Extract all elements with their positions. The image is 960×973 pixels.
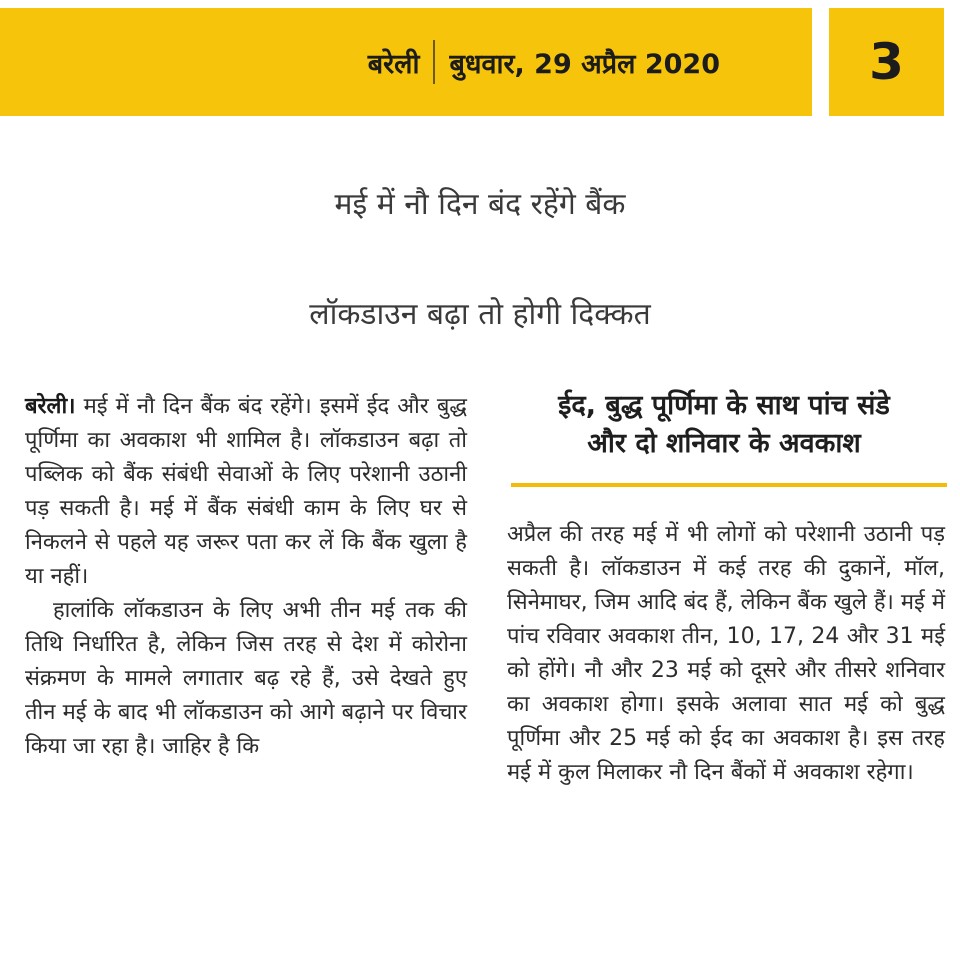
header-city: बरेली <box>367 48 420 80</box>
subheadline-line-2: और दो शनिवार के अवकाश <box>587 428 861 459</box>
page-number-box <box>829 8 944 116</box>
article-left-column <box>25 390 467 764</box>
subheadline <box>500 387 948 463</box>
article-dateline: बरेली। <box>25 394 76 419</box>
article-paragraph-1-text: मई में नौ दिन बैंक बंद रहेंगे। इसमें ईद और बुद्ध पूर्णिमा का अवकाश भी शामिल है। लॉकडाउन बढ़ा तो पब्लिक को बैंक संबंधी सेवाओं के लिए परेशानी उठानी पड़ सकती है। मई में बैंक संबंधी काम के लिए घर से निकलने से पहले यह जरूर पता कर लें कि बैंक खुला है या नहीं। <box>25 394 467 589</box>
header-dateline <box>0 8 720 116</box>
header-separator <box>433 40 435 84</box>
page-number: 3 <box>869 33 904 91</box>
header-date: बुधवार, 29 अप्रैल 2020 <box>449 48 720 80</box>
headline-line-1: मई में नौ दिन बंद रहेंगे बैंक <box>334 187 626 222</box>
article-paragraph-1 <box>25 390 467 594</box>
subheadline-underline <box>511 483 947 487</box>
headline-line-2: लॉकडाउन बढ़ा तो होगी दिक्कत <box>309 297 651 332</box>
article-paragraph-2: हालांकि लॉकडाउन के लिए अभी तीन मई तक की तिथि निर्धारित है, लेकिन जिस तरह से देश में कोरोना संक्रमण के मामले लगातार बढ़ रहे हैं, उसे देखते हुए तीन मई के बाद भी लॉकडाउन को आगे बढ़ाने पर विचार किया जा रहा है। जाहिर है कि <box>25 598 467 759</box>
subheadline-line-1: ईद, बुद्ध पूर्णिमा के साथ पांच संडे <box>558 390 890 421</box>
article-right-column <box>507 518 945 790</box>
article-paragraph-3: अप्रैल की तरह मई में भी लोगों को परेशानी उठानी पड़ सकती है। लॉकडाउन में कई तरह की दुकानें, मॉल, सिनेमाघर, जिम आदि बंद हैं, लेकिन बैंक खुले हैं। मई में पांच रविवार अवकाश तीन, 10, 17, 24 और 31 मई को होंगे। नौ और 23 मई को दूसरे और तीसरे शनिवार का अवकाश होगा। इसके अलावा सात मई को बुद्ध पूर्णिमा और 25 मई को ईद का अवकाश है। इस तरह मई में कुल मिलाकर नौ दिन बैंकों में अवकाश रहेगा। <box>507 522 945 785</box>
